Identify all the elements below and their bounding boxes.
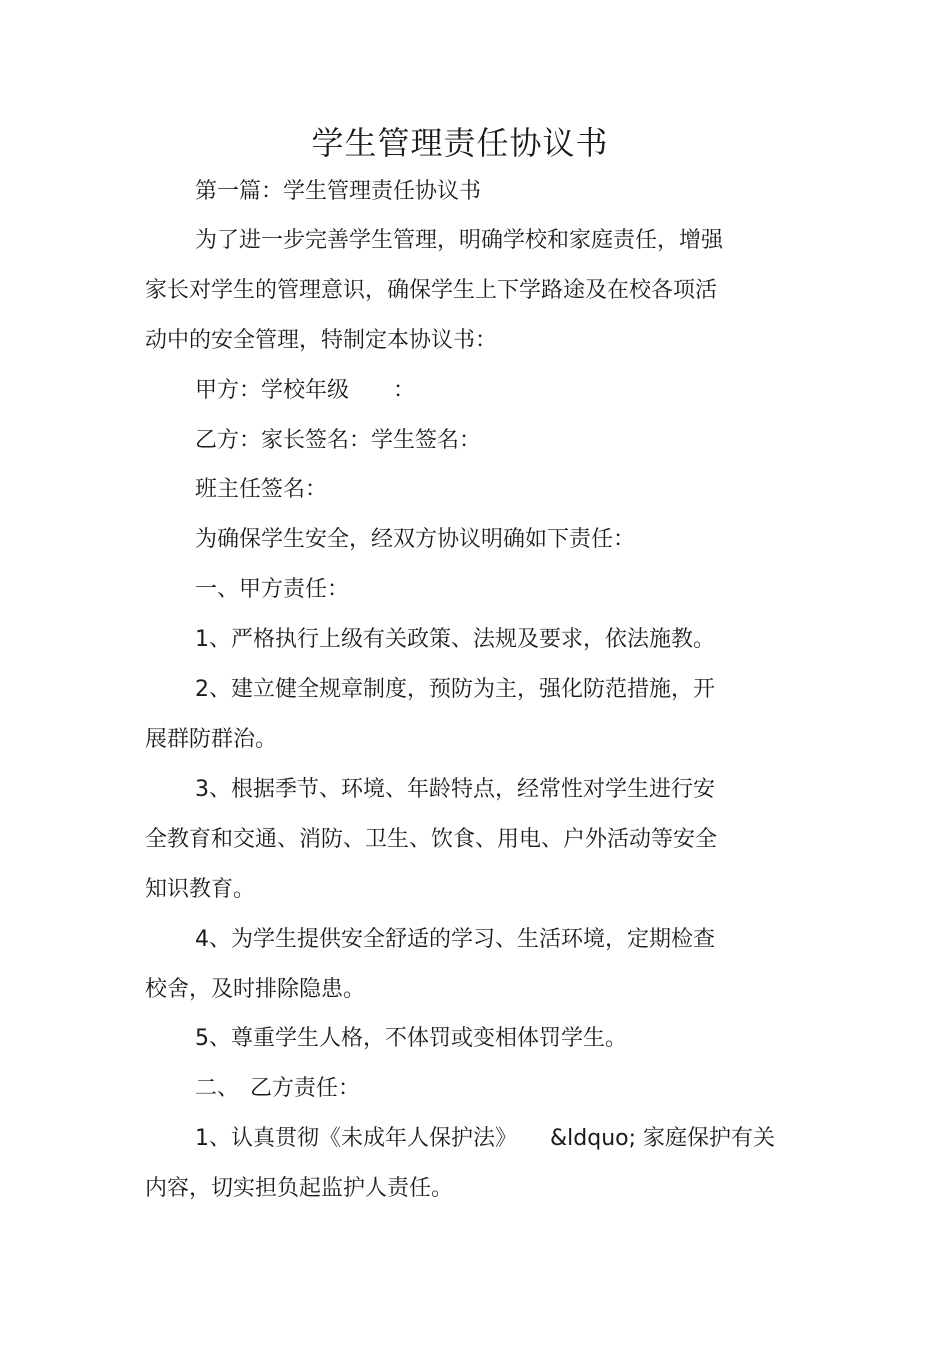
section-heading: 第一篇：学生管理责任协议书 (195, 179, 482, 204)
paragraph-line: 为了进一步完善学生管理，明确学校和家庭责任，增强 (195, 228, 724, 253)
paragraph-line: 全教育和交通、消防、卫生、饮食、用电、户外活动等安全 (145, 827, 718, 852)
party-a-line: 甲方：学校年级 ： (195, 378, 416, 403)
section-heading: 一、甲方责任： (195, 577, 350, 602)
teacher-signature-line: 班主任签名： (195, 477, 328, 502)
party-b-line: 乙方：家长签名：学生签名： (195, 428, 482, 453)
paragraph-line: 知识教育。 (145, 877, 256, 902)
paragraph-line: 家长对学生的管理意识，确保学生上下学路途及在校各项活 (145, 278, 718, 303)
paragraph-line: 3、根据季节、环境、年龄特点，经常性对学生进行安 (195, 777, 715, 802)
document-title: 学生管理责任协议书 (311, 124, 609, 162)
paragraph-line: 1、严格执行上级有关政策、法规及要求，依法施教。 (195, 627, 715, 652)
paragraph-line: 2、建立健全规章制度，预防为主，强化防范措施，开 (195, 677, 715, 702)
paragraph-line: 内容，切实担负起监护人责任。 (145, 1176, 454, 1201)
section-heading: 二、 乙方责任： (195, 1076, 361, 1101)
paragraph-line: 4、为学生提供安全舒适的学习、生活环境，定期检查 (195, 927, 715, 952)
paragraph-line: 动中的安全管理，特制定本协议书： (145, 328, 498, 353)
paragraph-line: 5、尊重学生人格，不体罚或变相体罚学生。 (195, 1026, 627, 1051)
paragraph-line: 1、认真贯彻《未成年人保护法》 &ldquo; 家庭保护有关 (195, 1126, 776, 1151)
paragraph-line: 展群防群治。 (145, 727, 278, 752)
paragraph-line: 为确保学生安全，经双方协议明确如下责任： (195, 527, 636, 552)
paragraph-line: 校舍，及时排除隐患。 (145, 977, 366, 1002)
